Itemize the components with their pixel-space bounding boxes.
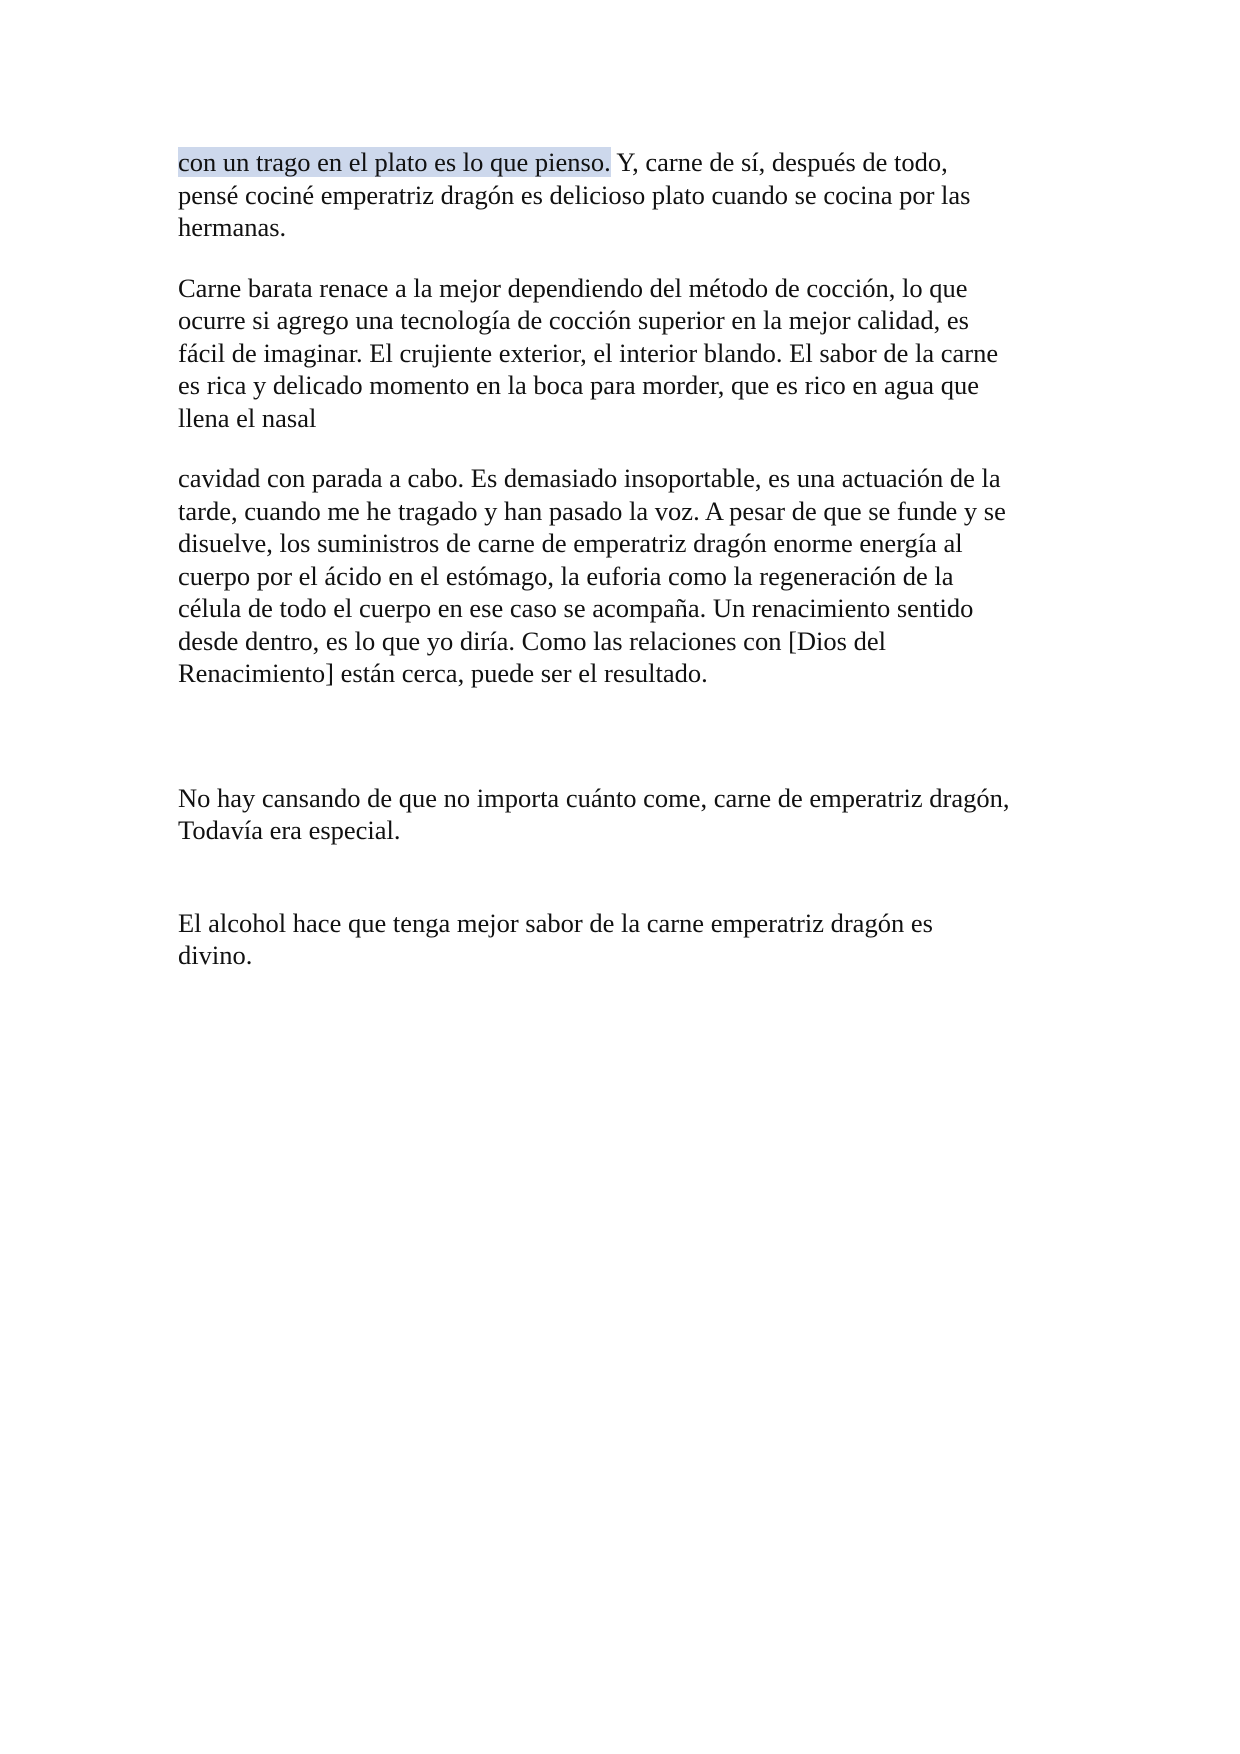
paragraph-3-line-5[interactable]: célula de todo el cuerpo en ese caso se acompaña. Un renacimiento sentido	[178, 593, 974, 623]
paragraph-2-line-2[interactable]: ocurre si agrego una tecnología de cocción superior en la mejor calidad, es	[178, 305, 969, 335]
paragraph-3-line-6[interactable]: desde dentro, es lo que yo diría. Como las relaciones con [Dios del	[178, 625, 886, 656]
paragraph-1-line-3[interactable]: hermanas.	[178, 212, 287, 242]
paragraph-2[interactable]	[178, 272, 1078, 435]
paragraph-5[interactable]	[178, 907, 1078, 972]
selected-text[interactable]: con un trago en el plato es lo que pienso.	[178, 147, 611, 177]
paragraph-1[interactable]	[178, 146, 1078, 244]
paragraph-1-line-1-rest[interactable]: Y, carne de sí, después de todo,	[610, 147, 948, 177]
paragraph-5-line-2[interactable]: divino.	[178, 940, 253, 970]
paragraph-2-line-3[interactable]: fácil de imaginar. El crujiente exterior, el interior blando. El sabor de la carne	[178, 337, 999, 368]
paragraph-1-line-2[interactable]: pensé cociné emperatriz dragón es delicioso plato cuando se cocina por las	[178, 179, 971, 210]
paragraph-3-line-3[interactable]: disuelve, los suministros de carne de emperatriz dragón enorme energía al	[178, 528, 963, 558]
paragraph-3-line-4[interactable]: cuerpo por el ácido en el estómago, la euforia como la regeneración de la	[178, 560, 954, 591]
paragraph-3[interactable]	[178, 462, 1078, 690]
paragraph-3-line-1[interactable]: cavidad con parada a cabo. Es demasiado insoportable, es una actuación de la	[178, 463, 1001, 493]
paragraph-2-line-1[interactable]: Carne barata renace a la mejor dependiendo del método de cocción, lo que	[178, 272, 968, 303]
paragraph-4-line-2[interactable]: Todavía era especial.	[178, 815, 401, 845]
paragraph-3-line-2[interactable]: tarde, cuando me he tragado y han pasado la voz. A pesar de que se funde y se	[178, 495, 1006, 526]
paragraph-2-line-5[interactable]: llena el nasal	[178, 402, 317, 433]
document-body	[178, 146, 1078, 972]
paragraph-2-line-4[interactable]: es rica y delicado momento en la boca para morder, que es rico en agua que	[178, 370, 979, 400]
paragraph-4-line-1[interactable]: No hay cansando de que no importa cuánto come, carne de emperatriz dragón,	[178, 782, 1010, 813]
paragraph-4[interactable]	[178, 782, 1078, 847]
paragraph-3-line-7[interactable]: Renacimiento] están cerca, puede ser el resultado.	[178, 658, 708, 688]
paragraph-1-line-1[interactable]	[178, 146, 1078, 179]
paragraph-5-line-1[interactable]: El alcohol hace que tenga mejor sabor de la carne emperatriz dragón es	[178, 907, 933, 938]
